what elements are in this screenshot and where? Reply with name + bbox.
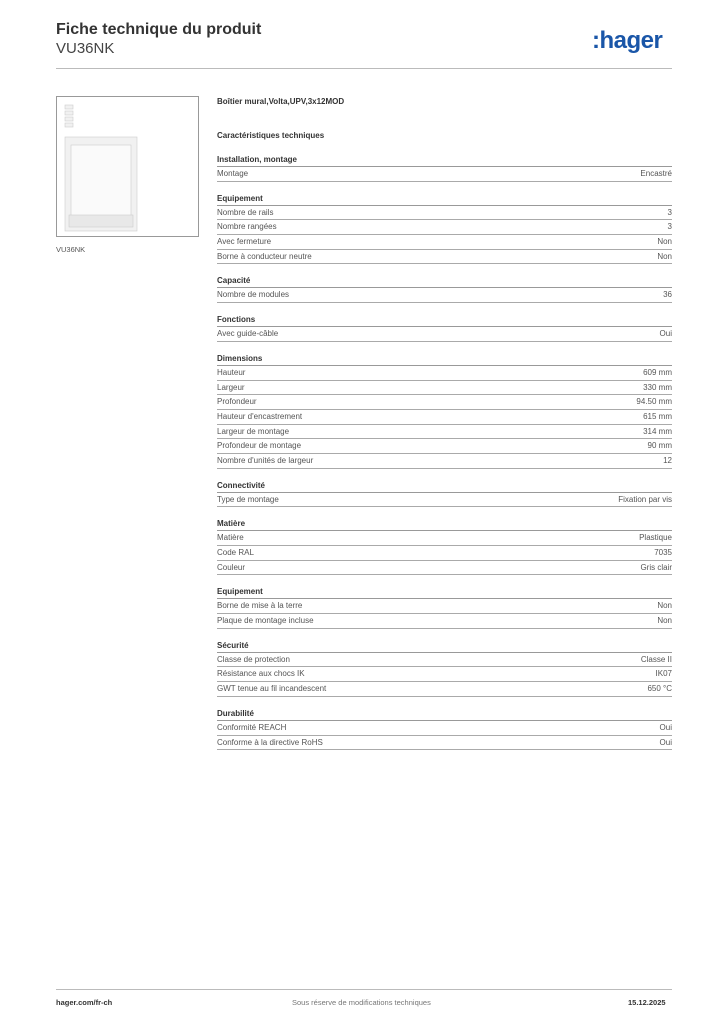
spec-value: 94.50 mm xyxy=(636,397,672,407)
spec-row xyxy=(217,493,672,508)
spec-value: Oui xyxy=(659,737,672,747)
spec-label: Conformité REACH xyxy=(217,722,287,732)
spec-row xyxy=(217,454,672,469)
spec-label: Conforme à la directive RoHS xyxy=(217,737,323,747)
spec-row xyxy=(217,546,672,561)
spec-section xyxy=(217,352,672,469)
spec-label: Type de montage xyxy=(217,494,279,504)
spec-section xyxy=(217,192,672,265)
image-caption: VU36NK xyxy=(56,245,86,254)
spec-section xyxy=(217,585,672,628)
spec-section xyxy=(217,479,672,508)
spec-value: Gris clair xyxy=(640,562,672,572)
spec-label: Résistance aux chocs IK xyxy=(217,669,305,679)
spec-row xyxy=(217,531,672,546)
spec-label: Largeur xyxy=(217,382,245,392)
page-title: Fiche technique du produit xyxy=(56,21,262,38)
section-title: Capacité xyxy=(217,274,672,288)
spec-label: Classe de protection xyxy=(217,654,290,664)
section-title: Fonctions xyxy=(217,313,672,327)
spec-row xyxy=(217,288,672,303)
spec-row xyxy=(217,439,672,454)
spec-label: Nombre de rails xyxy=(217,207,274,217)
spec-value: Non xyxy=(657,616,672,626)
spec-row xyxy=(217,235,672,250)
spec-label: Montage xyxy=(217,169,249,178)
spec-row xyxy=(217,167,672,182)
spec-value: Oui xyxy=(659,329,672,339)
hager-logo: :hager xyxy=(592,27,663,54)
product-name: Boîtier mural,Volta,UPV,3x12MOD xyxy=(217,97,345,106)
spec-value: 7035 xyxy=(654,548,672,557)
spec-row xyxy=(217,366,672,381)
spec-value: Oui xyxy=(659,722,672,732)
spec-value: 3 xyxy=(667,207,672,217)
footer-date: 15.12.2025 xyxy=(628,998,666,1007)
spec-row xyxy=(217,721,672,736)
spec-value: 90 mm xyxy=(647,441,672,451)
spec-section xyxy=(217,153,672,182)
spec-value: IK07 xyxy=(655,669,672,679)
spec-section xyxy=(217,313,672,342)
spec-label: Nombre d'unités de largeur xyxy=(217,455,314,465)
spec-label: Profondeur xyxy=(217,397,257,407)
spec-value: 615 mm xyxy=(643,411,672,421)
spec-label: Hauteur d'encastrement xyxy=(217,411,303,421)
header-divider xyxy=(56,68,672,69)
spec-row xyxy=(217,220,672,235)
spec-value: 12 xyxy=(663,455,672,465)
spec-label: Borne à conducteur neutre xyxy=(217,251,312,261)
spec-label: Hauteur xyxy=(217,367,246,377)
spec-row xyxy=(217,410,672,425)
spec-value: Plastique xyxy=(639,533,672,543)
spec-content xyxy=(217,96,672,750)
spec-row xyxy=(217,614,672,629)
spec-label: Couleur xyxy=(217,562,246,572)
spec-value: 3 xyxy=(667,222,672,232)
spec-label: Largeur de montage xyxy=(217,426,290,436)
spec-label: Avec guide-câble xyxy=(217,329,279,339)
section-title: Matière xyxy=(217,517,672,531)
spec-row xyxy=(217,667,672,682)
section-title: Dimensions xyxy=(217,352,672,366)
specs-heading: Caractéristiques techniques xyxy=(217,131,325,140)
spec-value: 36 xyxy=(663,290,672,300)
spec-row xyxy=(217,599,672,614)
spec-section xyxy=(217,274,672,303)
spec-value: 650 °C xyxy=(647,684,672,694)
spec-label: Plaque de montage incluse xyxy=(217,616,314,626)
spec-label: Profondeur de montage xyxy=(217,441,302,451)
footer-website[interactable]: hager.com/fr-ch xyxy=(56,998,113,1007)
spec-value: 609 mm xyxy=(643,367,672,377)
section-title: Connectivité xyxy=(217,479,672,493)
spec-value: Non xyxy=(657,237,672,247)
spec-row xyxy=(217,682,672,697)
section-title: Equipement xyxy=(217,585,672,599)
spec-label: Nombre rangées xyxy=(217,222,277,232)
spec-row xyxy=(217,381,672,396)
spec-section xyxy=(217,517,672,575)
spec-row xyxy=(217,561,672,576)
spec-section xyxy=(217,639,672,697)
footer-divider xyxy=(56,989,672,990)
spec-label: GWT tenue au fil incandescent xyxy=(217,684,327,694)
spec-row xyxy=(217,327,672,342)
spec-label: Avec fermeture xyxy=(217,237,272,247)
spec-row xyxy=(217,425,672,440)
spec-row xyxy=(217,395,672,410)
spec-label: Matière xyxy=(217,533,244,543)
section-title: Sécurité xyxy=(217,639,672,653)
spec-label: Code RAL xyxy=(217,548,254,557)
spec-row xyxy=(217,653,672,668)
spec-value: Classe II xyxy=(640,654,672,664)
spec-row xyxy=(217,250,672,265)
spec-label: Nombre de modules xyxy=(217,290,290,300)
section-title: Installation, montage xyxy=(217,153,672,167)
spec-value: 330 mm xyxy=(643,382,672,392)
spec-value: Non xyxy=(657,601,672,611)
product-model: VU36NK xyxy=(56,40,115,57)
spec-value: Fixation par vis xyxy=(618,494,672,504)
spec-value: Encastré xyxy=(640,169,672,178)
spec-value: 314 mm xyxy=(643,426,672,436)
section-title: Equipement xyxy=(217,192,672,206)
product-image xyxy=(56,96,199,237)
spec-label: Borne de mise à la terre xyxy=(217,601,303,611)
spec-section xyxy=(217,707,672,750)
spec-row xyxy=(217,736,672,751)
section-title: Durabilité xyxy=(217,707,672,721)
spec-row xyxy=(217,206,672,221)
footer-disclaimer: Sous réserve de modifications techniques xyxy=(292,998,431,1007)
spec-value: Non xyxy=(657,251,672,261)
enclosure-illustration xyxy=(57,97,198,236)
